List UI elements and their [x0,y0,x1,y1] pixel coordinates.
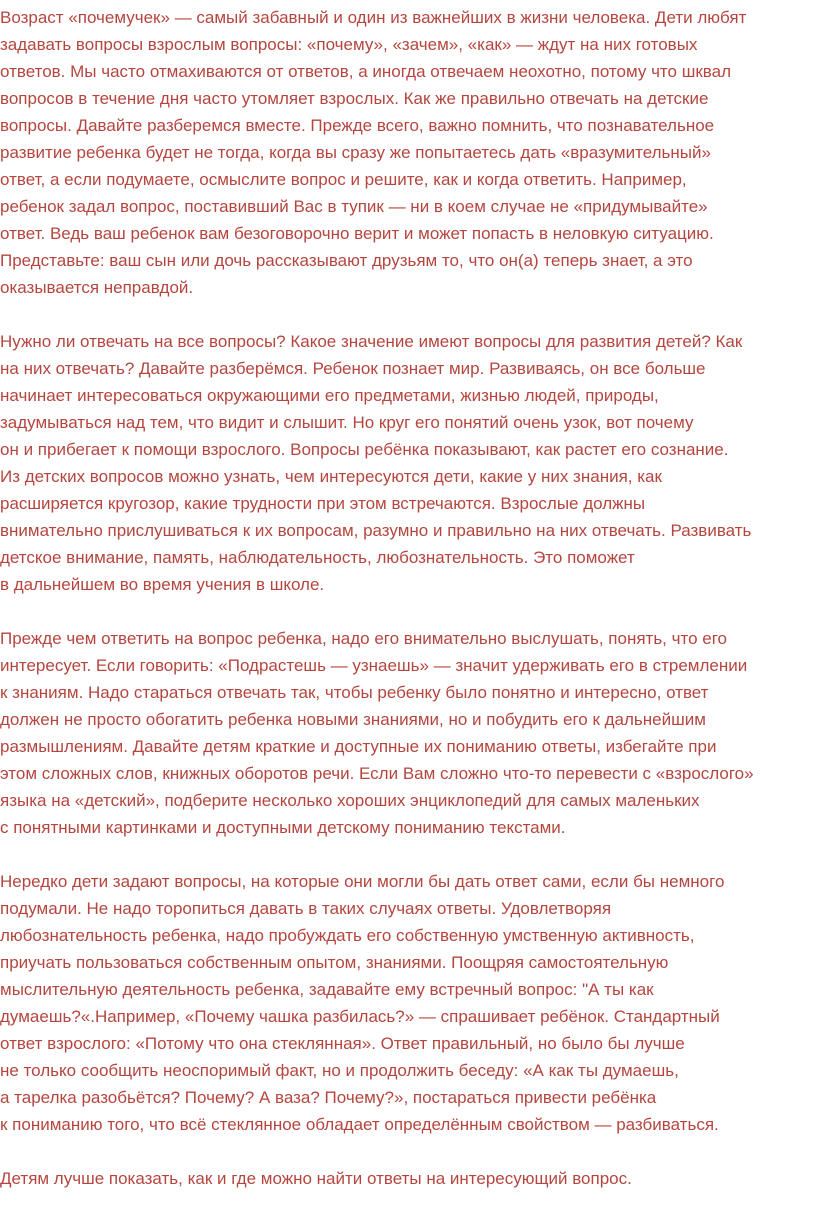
text-line: задумываться над тем, что видит и слышит. Но круг его понятий очень узок, вот почему [0,413,694,432]
text-line: Возраст «почемучек» — самый забавный и один из важнейших в жизни человека. Дети любят [0,8,747,27]
text-line: Нужно ли отвечать на все вопросы? Какое значение имеют вопросы для развития детей? Как [0,332,743,351]
text-line: подумали. Не надо торопиться давать в таких случаях ответы. Удовлетворяя [0,899,612,918]
text-line: а тарелка разобьётся? Почему? А ваза? Почему?», постараться привести ребёнка [0,1088,657,1107]
text-line: вопросов в течение дня часто утомляет взрослых. Как же правильно отвечать на детские [0,89,709,108]
text-line: ответ, а если подумаете, осмыслите вопрос и решите, как и когда ответить. Например, [0,170,687,189]
text-line: Из детских вопросов можно узнать, чем интересуются дети, какие у них знания, как [0,467,662,486]
text-line: ответ взрослого: «Потому что она стеклянная». Ответ правильный, но было бы лучше [0,1034,685,1053]
text-line: внимательно прислушиваться к их вопросам, разумно и правильно на них отвечать. Развивать [0,521,752,540]
paragraph-gap [0,1138,816,1165]
text-line: интересует. Если говорить: «Подрастешь — узнаешь» — значит удерживать его в стремлении [0,656,748,675]
text-line: расширяется кругозор, какие трудности при этом встречаются. Взрослые должны [0,494,646,513]
paragraph-gap [0,598,816,625]
text-line: к знаниям. Надо стараться отвечать так, чтобы ребенку было понятно и интересно, ответ [0,683,709,702]
text-line: этом сложных слов, книжных оборотов речи. Если Вам сложно что-то перевести с «взрослого» [0,764,754,783]
text-line: мыслительную деятельность ребенка, задавайте ему встречный вопрос: "А ты как [0,980,654,999]
text-line: начинает интересоваться окружающими его предметами, жизнью людей, природы, [0,386,659,405]
paragraph-4 [0,868,816,1138]
text-line: развитие ребенка будет не тогда, когда вы сразу же попытаетесь дать «вразумительный» [0,143,711,162]
text-line: оказывается неправдой. [0,278,194,297]
text-line: Детям лучше показать, как и где можно найти ответы на интересующий вопрос. [0,1169,632,1188]
text-line: приучать пользоваться собственным опытом, знаниями. Поощряя самостоятельную [0,953,669,972]
text-line: ребенок задал вопрос, поставивший Вас в тупик — ни в коем случае не «придумывайте» [0,197,708,216]
text-line: Прежде чем ответить на вопрос ребенка, надо его внимательно выслушать, понять, что его [0,629,727,648]
text-line: не только сообщить неоспоримый факт, но и продолжить беседу: «А как ты думаешь, [0,1061,679,1080]
paragraph-gap [0,301,816,328]
text-line: должен не просто обогатить ребенка новыми знаниями, но и побудить его к дальнейшим [0,710,706,729]
text-line: размышлениям. Давайте детям краткие и доступные их пониманию ответы, избегайте при [0,737,717,756]
paragraph-gap [0,841,816,868]
text-line: ответов. Мы часто отмахиваются от ответов, а иногда отвечаем неохотно, потому что шквал [0,62,731,81]
text-line: к пониманию того, что всё стеклянное обладает определённым свойством — разбиваться. [0,1115,719,1134]
paragraph-1 [0,0,816,301]
text-line: языка на «детский», подберите несколько хороших энциклопедий для самых маленьких [0,791,700,810]
text-line: ответ. Ведь ваш ребенок вам безоговорочно верит и может попасть в неловкую ситуацию. [0,224,714,243]
text-line: любознательность ребенка, надо пробуждать его собственную умственную активность, [0,926,695,945]
text-line: вопросы. Давайте разберемся вместе. Прежде всего, важно помнить, что познавательное [0,116,715,135]
text-line: на них отвечать? Давайте разберёмся. Ребенок познает мир. Развиваясь, он все больше [0,359,706,378]
text-line: с понятными картинками и доступными детскому пониманию текстами. [0,818,566,837]
paragraph-5 [0,1165,816,1192]
text-line: он и прибегает к помощи взрослого. Вопросы ребёнка показывают, как растет его сознание. [0,440,729,459]
paragraph-3 [0,625,816,841]
text-line: Нередко дети задают вопросы, на которые они могли бы дать ответ сами, если бы немного [0,872,725,891]
text-line: задавать вопросы взрослым вопросы: «почему», «зачем», «как» — ждут на них готовых [0,35,698,54]
paragraph-2 [0,328,816,598]
text-line: детское внимание, память, наблюдательность, любознательность. Это поможет [0,548,635,567]
text-line: думаешь?«.Например, «Почему чашка разбилась?» — спрашивает ребёнок. Стандартный [0,1007,720,1026]
text-line: Представьте: ваш сын или дочь рассказывают друзьям то, что он(а) теперь знает, а это [0,251,693,270]
text-line: в дальнейшем во время учения в школе. [0,575,325,594]
